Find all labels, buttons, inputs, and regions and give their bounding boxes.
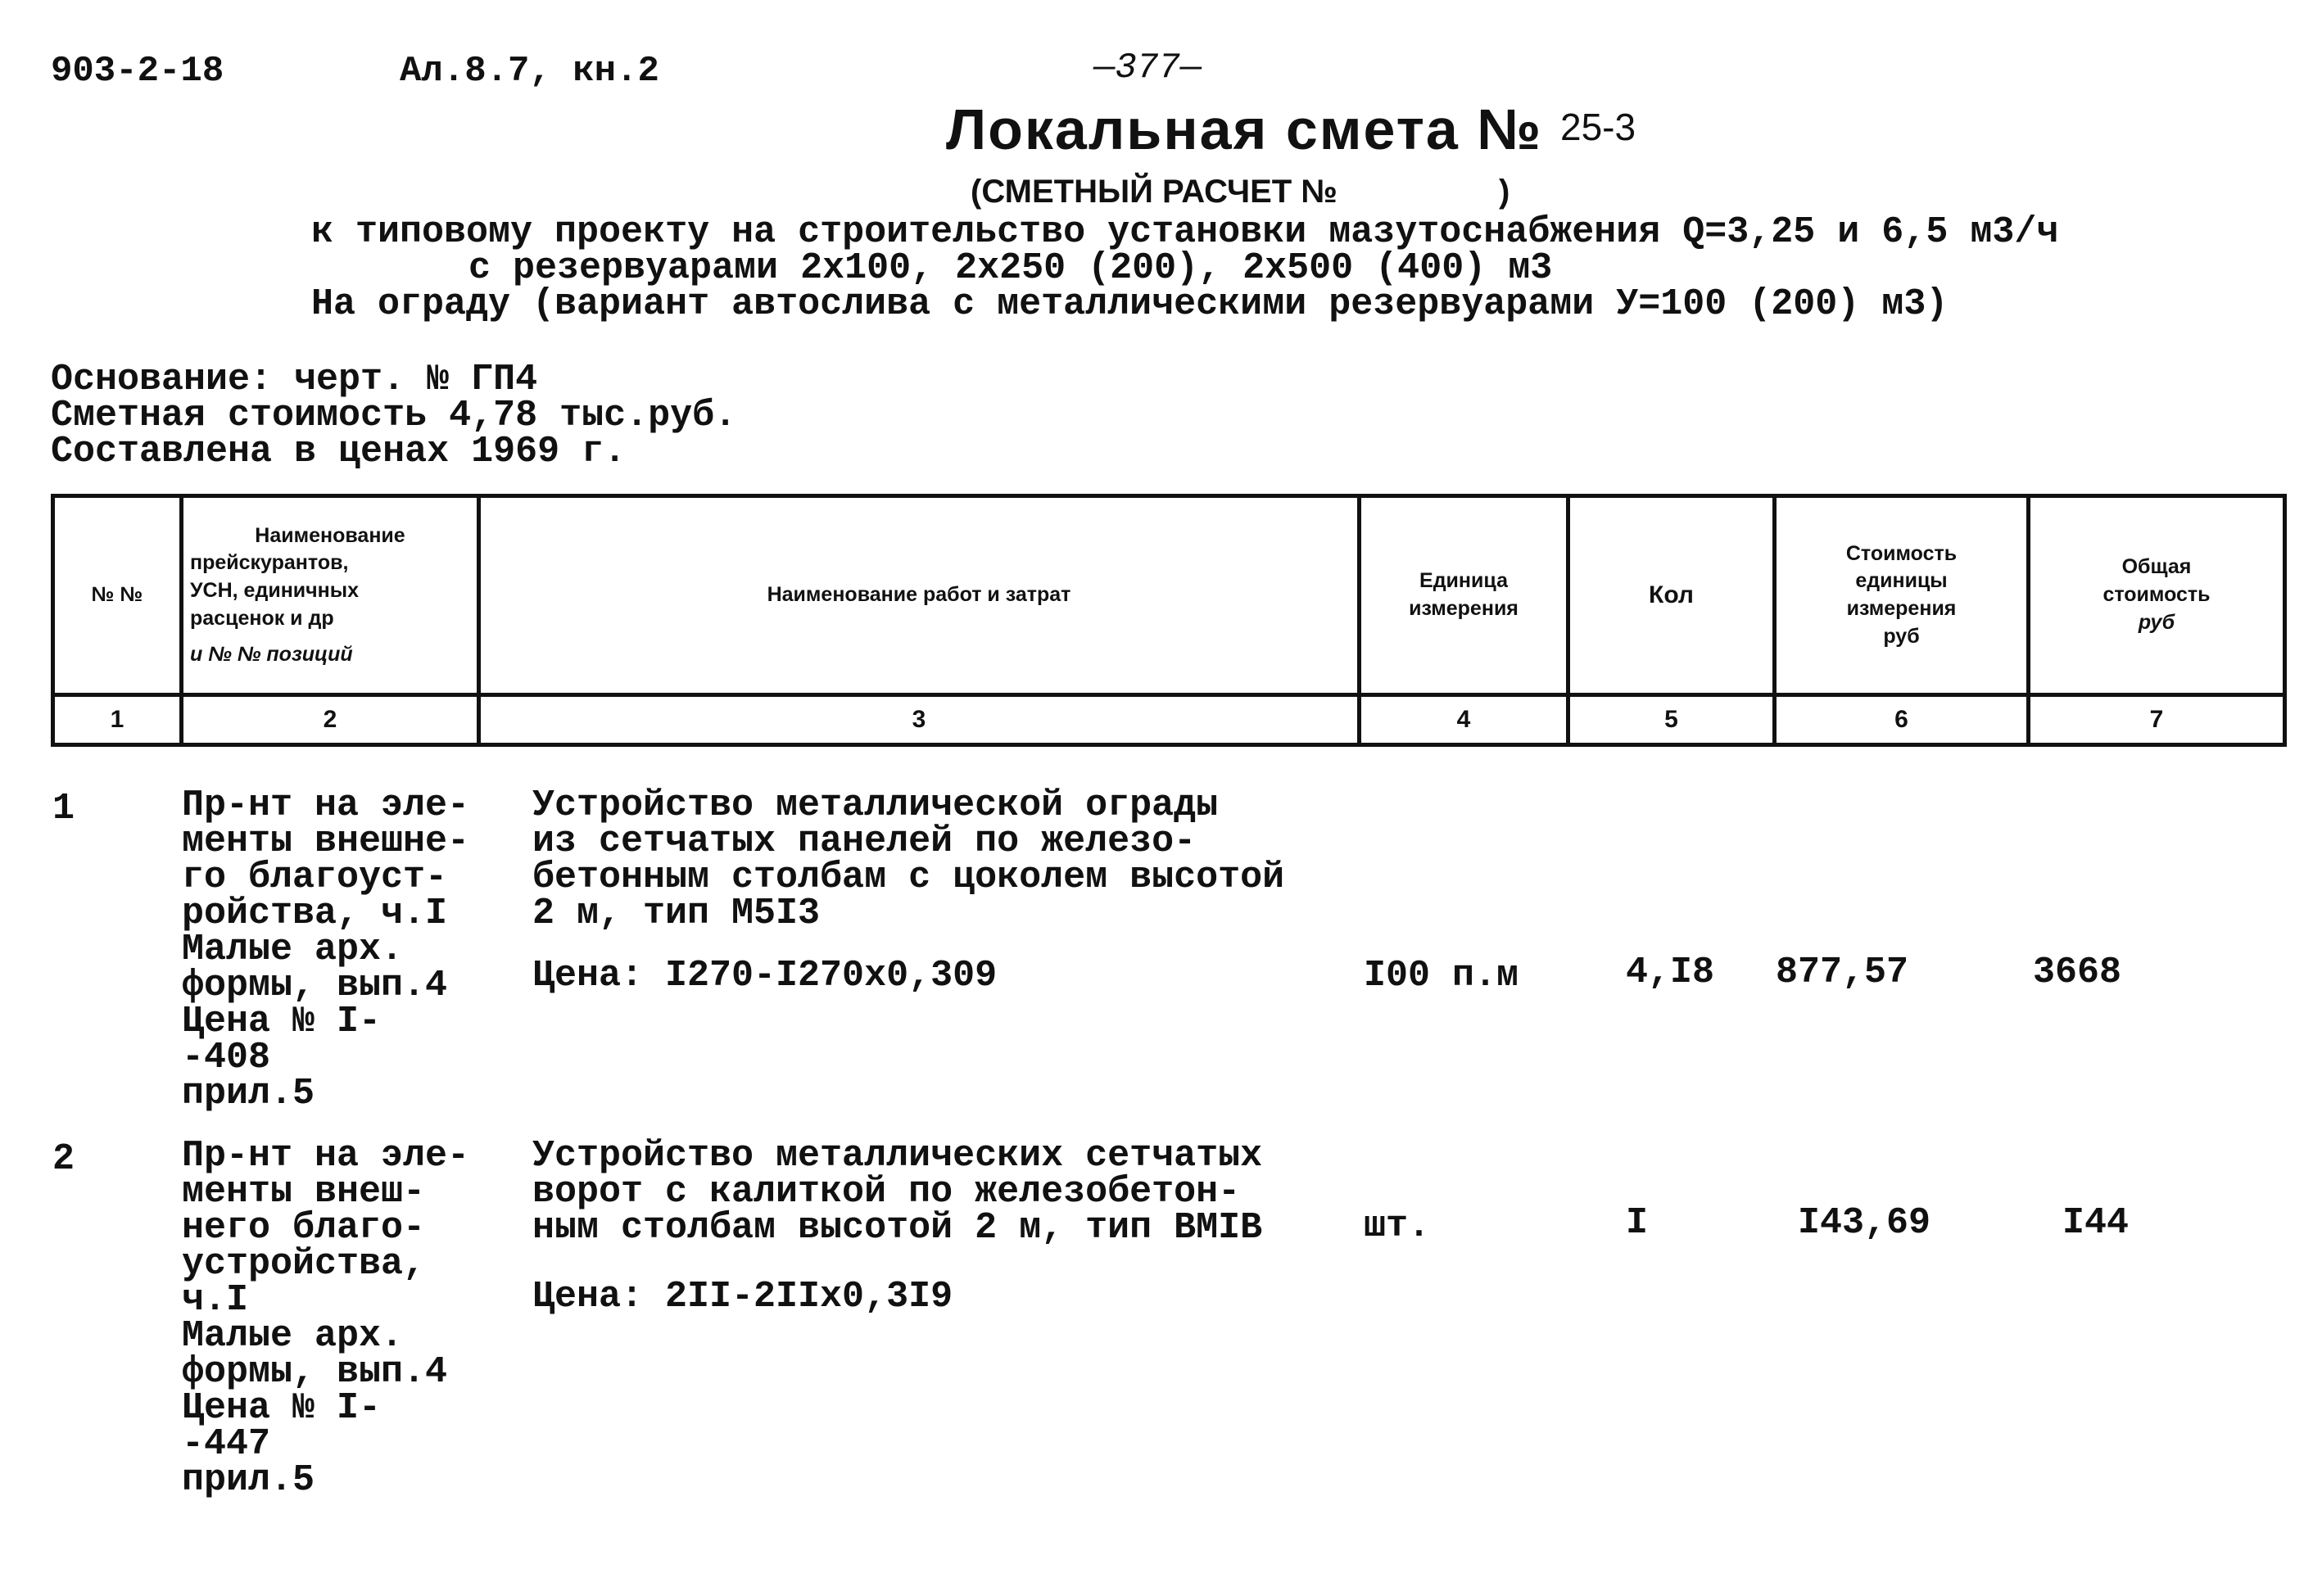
column-number: 3 [479, 695, 1360, 745]
table-header-row [53, 496, 2285, 695]
header-unit-cost-cell [1775, 496, 2029, 695]
header-total-line-3: руб [2138, 610, 2175, 634]
row-work-description [532, 784, 1285, 934]
header-unit-cost-line-2: единицы [1855, 569, 1948, 593]
header-unit-cost-line-3: измерения [1846, 597, 1957, 620]
row-unit-cost: 877,57 [1776, 952, 1909, 993]
column-number: 6 [1775, 695, 2029, 745]
document-title: Локальная смета № [946, 97, 1543, 161]
header-source-line-3: УСН, единичных [190, 579, 360, 603]
column-number-row [53, 695, 2285, 745]
header-source-line-2: прейскурантов, [190, 551, 349, 575]
source-line: Малые арх. [182, 1315, 404, 1357]
column-number: 5 [1568, 695, 1775, 745]
price-year-line: Составлена в ценах 1969 г. [51, 431, 627, 472]
header-number-cell [53, 496, 182, 695]
row-source [182, 1135, 470, 1501]
source-line: формы, вып.4 [182, 965, 448, 1006]
row-price-formula: Цена: 2II-2IIх0,3I9 [532, 1276, 953, 1318]
column-number: 7 [2029, 695, 2285, 745]
basis-line: Основание: черт. № ГП4 [51, 359, 538, 400]
row-price-formula: Цена: I270-I270х0,309 [532, 955, 998, 997]
source-line: него благо- [182, 1207, 426, 1249]
header-source-line-1: Наименование [255, 523, 405, 547]
header-qty-cell [1568, 496, 1775, 695]
header-source-line-4: расценок и др [190, 606, 334, 630]
header-work-cell [479, 496, 1360, 695]
row-source [182, 784, 470, 1114]
page-number: —377— [1093, 47, 1202, 88]
work-line: Устройство металлической ограды [532, 784, 1219, 826]
estimated-cost-line: Сметная стоимость 4,78 тыс.руб. [51, 395, 737, 436]
row-number: 2 [52, 1138, 75, 1180]
album-reference: Ал.8.7, кн.2 [400, 51, 659, 92]
work-line: ворот с калиткой по железобетон- [532, 1171, 1241, 1213]
project-description-line-3: На ограду (вариант автослива с металлическими резервуарами У=100 (200) м3) [311, 283, 1949, 325]
header-unit-line-2: измерения [1409, 597, 1519, 620]
estimate-number: 25-3 [1560, 106, 1636, 148]
work-line: ным столбам высотой 2 м, тип ВМIВ [532, 1207, 1263, 1249]
header-total-line-2: стоимость [2102, 583, 2211, 607]
source-line: менты внешне- [182, 821, 470, 862]
row-quantity: 4,I8 [1626, 952, 1715, 993]
header-unit-cost-line-4: руб [1883, 624, 1920, 648]
row-work-description [532, 1135, 1263, 1249]
source-line: Пр-нт на эле- [182, 784, 470, 826]
row-number: 1 [52, 788, 75, 830]
header-unit-line-1: Единица [1419, 569, 1508, 593]
row-unit-cost: I43,69 [1798, 1202, 1931, 1244]
project-description-line-1: к типовому проекту на строительство установки мазутоснабжения Q=3,25 и 6,5 м3/ч [311, 211, 2059, 253]
project-code: 903-2-18 [51, 51, 224, 92]
work-line: 2 м, тип М5I3 [532, 893, 821, 934]
header-unit-cell [1360, 496, 1568, 695]
row-total: I44 [2062, 1202, 2130, 1244]
row-quantity: I [1626, 1202, 1649, 1244]
estimate-table-header [51, 494, 2287, 747]
calculation-subtitle: (СМЕТНЫЙ РАСЧЕТ № [971, 174, 1338, 210]
source-line: прил.5 [182, 1459, 315, 1501]
header-source-line-5: и № № позиций [190, 642, 353, 666]
header-total-cell [2029, 496, 2285, 695]
work-line: из сетчатых панелей по железо- [532, 821, 1197, 862]
header-source-cell [182, 496, 479, 695]
header-qty-label: Кол [1649, 581, 1694, 608]
row-unit: I00 п.м [1364, 955, 1519, 997]
work-line: Устройство металлических сетчатых [532, 1135, 1263, 1177]
row-unit: шт. [1364, 1205, 1431, 1247]
source-line: Малые арх. [182, 929, 404, 970]
header-total-line-1: Общая [2121, 555, 2192, 579]
row-total: 3668 [2033, 952, 2122, 993]
work-line: бетонным столбам с цоколем высотой [532, 857, 1285, 898]
project-description-line-2: с резервуарами 2х100, 2х250 (200), 2х500 (400) м3 [468, 247, 1553, 289]
source-line: формы, вып.4 [182, 1351, 448, 1393]
header-work-label: Наименование работ и затрат [767, 583, 1071, 607]
source-line: устройства, [182, 1243, 426, 1285]
column-number: 4 [1360, 695, 1568, 745]
calculation-subtitle-close: ) [1499, 174, 1510, 210]
header-unit-cost-line-1: Стоимость [1845, 541, 1958, 565]
source-line: Цена № I- [182, 1387, 382, 1429]
source-line: ройства, ч.I [182, 893, 448, 934]
source-line: прил.5 [182, 1073, 315, 1114]
source-line: менты внеш- [182, 1171, 426, 1213]
header-number-label: № № [91, 583, 143, 607]
column-number: 1 [53, 695, 182, 745]
source-line: -447 [182, 1423, 271, 1465]
source-line: -408 [182, 1037, 271, 1078]
source-line: Пр-нт на эле- [182, 1135, 470, 1177]
source-line: ч.I [182, 1279, 249, 1321]
source-line: го благоуст- [182, 857, 448, 898]
column-number: 2 [182, 695, 479, 745]
source-line: Цена № I- [182, 1001, 382, 1042]
